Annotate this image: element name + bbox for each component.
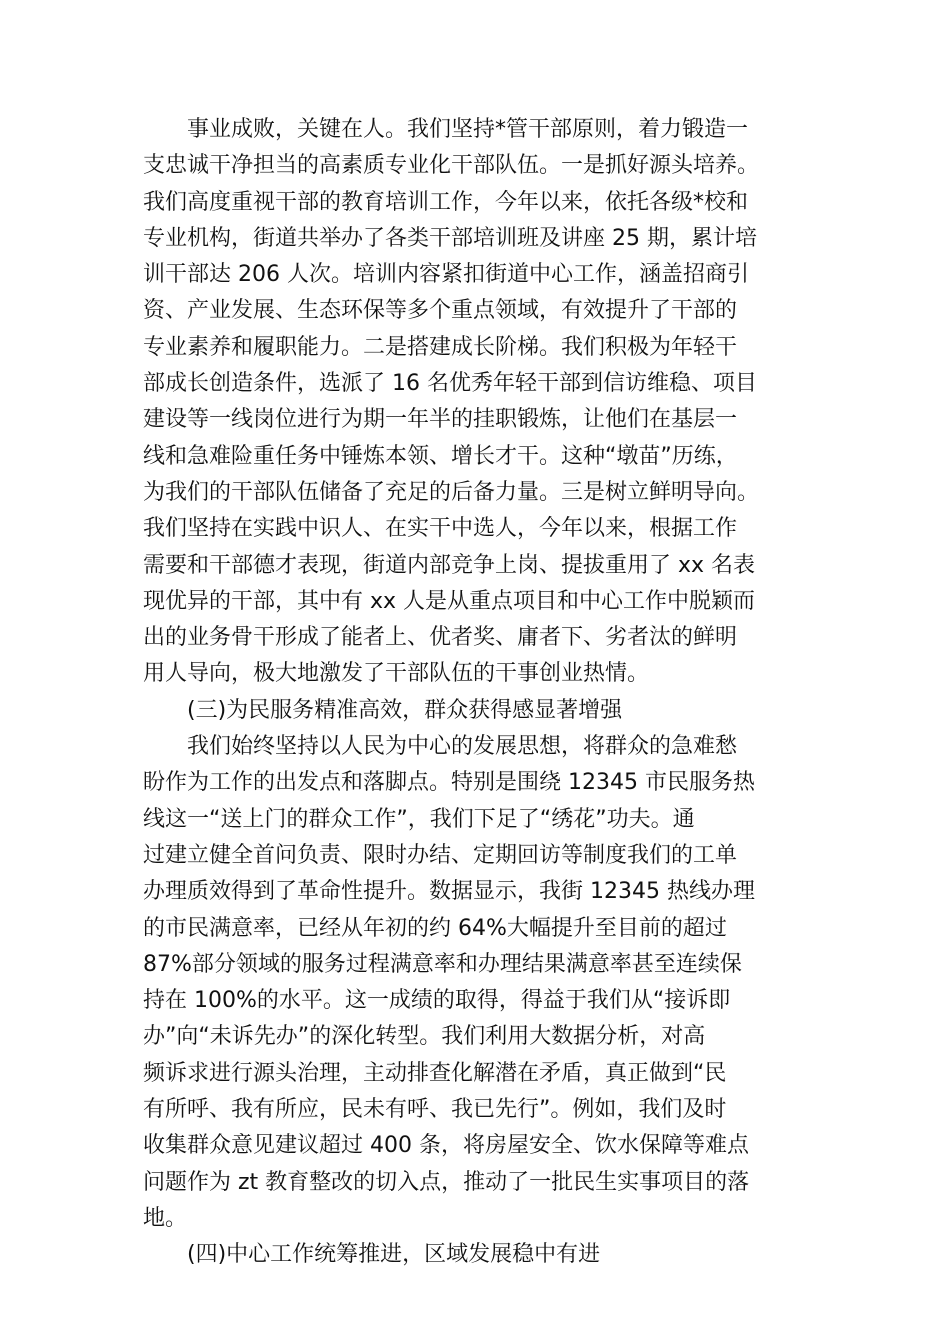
section-heading: (三)为民服务精准高效，群众获得感显著增强 bbox=[187, 697, 623, 723]
paragraph-line: 资、产业发展、生态环保等多个重点领域，有效提升了干部的 bbox=[143, 298, 738, 324]
paragraph-line: 频诉求进行源头治理，主动排查化解潜在矛盾，真正做到“民 bbox=[143, 1060, 727, 1086]
paragraph-line: 地。 bbox=[143, 1205, 188, 1231]
paragraph-line: 用人导向，极大地激发了干部队伍的干事创业热情。 bbox=[143, 661, 650, 687]
body-text bbox=[143, 112, 811, 1274]
section-heading: (四)中心工作统筹推进，区域发展稳中有进 bbox=[187, 1242, 601, 1268]
paragraph-line: 收集群众意见建议超过 400 条，将房屋安全、饮水保障等难点 bbox=[143, 1133, 749, 1159]
paragraph-line: 办”向“未诉先办”的深化转型。我们利用大数据分析，对高 bbox=[143, 1024, 706, 1050]
paragraph-line: 有所呼、我有所应，民未有呼、我已先行”。例如，我们及时 bbox=[143, 1097, 727, 1123]
paragraph-line: 出的业务骨干形成了能者上、优者奖、庸者下、劣者汰的鲜明 bbox=[143, 625, 738, 651]
paragraph-line: 我们始终坚持以人民为中心的发展思想，将群众的急难愁 bbox=[187, 734, 738, 760]
paragraph-line: 问题作为 zt 教育整改的切入点，推动了一批民生实事项目的落 bbox=[143, 1169, 750, 1195]
paragraph-line: 部成长创造条件，选派了 16 名优秀年轻干部到信访维稳、项目 bbox=[143, 371, 757, 397]
paragraph-line: 建设等一线岗位进行为期一年半的挂职锻炼，让他们在基层一 bbox=[143, 407, 738, 433]
paragraph-line: 专业素养和履职能力。二是搭建成长阶梯。我们积极为年轻干 bbox=[143, 334, 738, 360]
paragraph-line: 支忠诚干净担当的高素质专业化干部队伍。一是抓好源头培养。 bbox=[143, 153, 760, 179]
paragraph-line: 我们高度重视干部的教育培训工作，今年以来，依托各级*校和 bbox=[143, 189, 749, 215]
paragraph-line: 需要和干部德才表现，街道内部竞争上岗、提拔重用了 xx 名表 bbox=[143, 552, 756, 578]
paragraph-line: 训干部达 206 人次。培训内容紧扣街道中心工作，涵盖招商引 bbox=[143, 262, 749, 288]
paragraph-line: 87%部分领域的服务过程满意率和办理结果满意率甚至连续保 bbox=[143, 951, 742, 977]
paragraph-line: 持在 100%的水平。这一成绩的取得，得益于我们从“接诉即 bbox=[143, 988, 731, 1014]
paragraph-line: 盼作为工作的出发点和落脚点。特别是围绕 12345 市民服务热 bbox=[143, 770, 755, 796]
paragraph-line: 的市民满意率，已经从年初的约 64%大幅提升至目前的超过 bbox=[143, 915, 727, 941]
paragraph-line: 现优异的干部，其中有 xx 人是从重点项目和中心工作中脱颖而 bbox=[143, 588, 756, 614]
paragraph-line: 为我们的干部队伍储备了充足的后备力量。三是树立鲜明导向。 bbox=[143, 479, 760, 505]
paragraph-line: 线这一“送上门的群众工作”，我们下足了“绣花”功夫。通 bbox=[143, 806, 695, 832]
paragraph-line: 我们坚持在实践中识人、在实干中选人，今年以来，根据工作 bbox=[143, 516, 738, 542]
paragraph-line: 办理质效得到了革命性提升。数据显示，我街 12345 热线办理 bbox=[143, 879, 755, 905]
paragraph-line: 过建立健全首问负责、限时办结、定期回访等制度我们的工单 bbox=[143, 842, 738, 868]
paragraph-line: 专业机构，街道共举办了各类干部培训班及讲座 25 期，累计培 bbox=[143, 225, 757, 251]
paragraph-line: 事业成败，关键在人。我们坚持*管干部原则，着力锻造一 bbox=[187, 117, 749, 142]
paragraph-line: 线和急难险重任务中锤炼本领、增长才干。这种“墩苗”历练， bbox=[143, 443, 738, 469]
